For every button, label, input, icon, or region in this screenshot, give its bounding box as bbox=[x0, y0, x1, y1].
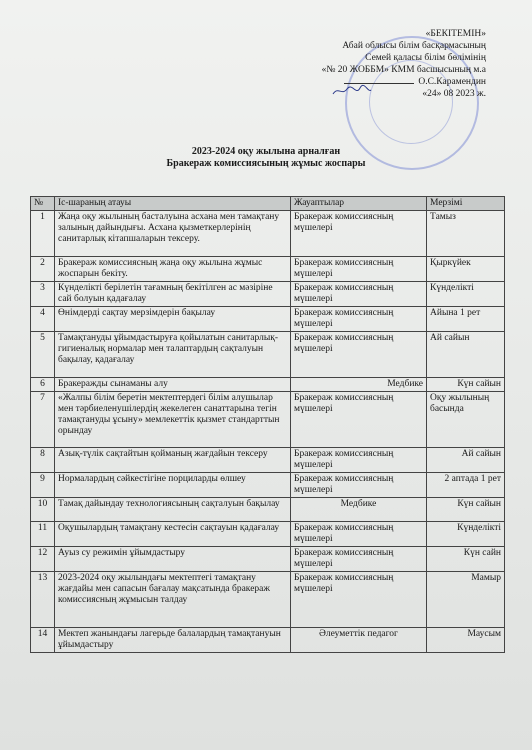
table-row bbox=[31, 473, 505, 498]
row-responsible: Бракераж комиссиясның мүшелері bbox=[291, 282, 427, 307]
row-deadline: Күн сайн bbox=[427, 547, 505, 572]
row-activity: Ауыз су режимін ұйымдастыру bbox=[55, 547, 291, 572]
row-number: 7 bbox=[31, 392, 55, 448]
row-number: 9 bbox=[31, 473, 55, 498]
row-number: 11 bbox=[31, 522, 55, 547]
row-responsible: Бракераж комиссиясның мүшелері bbox=[291, 211, 427, 257]
table-row bbox=[31, 257, 505, 282]
row-responsible: Медбике bbox=[291, 378, 427, 392]
row-number: 2 bbox=[31, 257, 55, 282]
row-deadline: Айына 1 рет bbox=[427, 307, 505, 332]
row-deadline: Мамыр bbox=[427, 572, 505, 628]
row-responsible: Медбике bbox=[291, 498, 427, 522]
plan-table bbox=[30, 196, 505, 653]
row-activity: Оқушылардың тамақтану кестесін сақтауын қадағалау bbox=[55, 522, 291, 547]
signatory-name: О.С.Карамендин bbox=[418, 77, 486, 87]
row-deadline: Тамыз bbox=[427, 211, 505, 257]
header-responsible: Жауаптылар bbox=[291, 197, 427, 211]
signature-line bbox=[344, 83, 414, 84]
approval-city-department: Семей қаласы білім бөлімінің bbox=[365, 53, 486, 63]
table-row bbox=[31, 522, 505, 547]
table-row bbox=[31, 211, 505, 257]
approval-signatory bbox=[256, 76, 486, 88]
row-number: 5 bbox=[31, 332, 55, 378]
row-number: 1 bbox=[31, 211, 55, 257]
row-responsible: Бракераж комиссиясның мүшелері bbox=[291, 547, 427, 572]
row-responsible: Бракераж комиссиясның мүшелері bbox=[291, 332, 427, 378]
header-activity: Іс-шараның атауы bbox=[55, 197, 291, 211]
row-deadline: Қыркүйек bbox=[427, 257, 505, 282]
row-activity: Тамақ дайындау технологиясының сақталуын бақылау bbox=[55, 498, 291, 522]
row-deadline: Ай сайын bbox=[427, 448, 505, 473]
row-responsible: Әлеуметтік педагог bbox=[291, 628, 427, 653]
row-number: 4 bbox=[31, 307, 55, 332]
document-title bbox=[0, 146, 532, 170]
row-deadline: Күнделікті bbox=[427, 282, 505, 307]
approval-school-head: «№ 20 ЖОББМ» КММ басшысының м.а bbox=[321, 65, 486, 75]
title-line-2: Бракераж комиссиясының жұмыс жоспары bbox=[166, 158, 366, 169]
approval-heading: «БЕКІТЕМІН» bbox=[425, 29, 486, 39]
row-activity: 2023-2024 оқу жылындағы мектептегі тамақтану жағдайы мен сапасын бағалау мақсатында бракераж комиссиясның жұмысын талдау bbox=[55, 572, 291, 628]
table-row bbox=[31, 572, 505, 628]
row-responsible: Бракераж комиссиясның мүшелері bbox=[291, 522, 427, 547]
row-responsible: Бракераж комиссиясның мүшелері bbox=[291, 257, 427, 282]
row-activity: Бракеражды сынаманы алу bbox=[55, 378, 291, 392]
row-deadline: Күн сайын bbox=[427, 498, 505, 522]
table-row bbox=[31, 498, 505, 522]
row-responsible: Бракераж комиссиясның мүшелері bbox=[291, 572, 427, 628]
header-deadline: Мерзімі bbox=[427, 197, 505, 211]
row-deadline: Оқу жылының басында bbox=[427, 392, 505, 448]
row-number: 6 bbox=[31, 378, 55, 392]
table-row bbox=[31, 448, 505, 473]
table-row bbox=[31, 378, 505, 392]
row-activity: Бракераж комиссиясның жаңа оқу жылына жұмыс жоспарын бекіту. bbox=[55, 257, 291, 282]
row-responsible: Бракераж комиссиясның мүшелері bbox=[291, 392, 427, 448]
row-activity: Тамақтануды ұйымдастыруға қойылатын санитарлық-гигиеналық нормалар мен талаптардың сақталуын бақылау, қадағалау bbox=[55, 332, 291, 378]
row-deadline: Ай сайын bbox=[427, 332, 505, 378]
row-deadline: 2 аптада 1 рет bbox=[427, 473, 505, 498]
table-row bbox=[31, 392, 505, 448]
row-deadline: Күнделікті bbox=[427, 522, 505, 547]
table-row bbox=[31, 628, 505, 653]
row-activity: Өнімдерді сақтау мерзімдерін бақылау bbox=[55, 307, 291, 332]
table-row bbox=[31, 332, 505, 378]
approval-department: Абай облысы білім басқармасының bbox=[342, 41, 486, 51]
approval-date: «24» 08 2023 ж. bbox=[422, 89, 486, 99]
table-header-row bbox=[31, 197, 505, 211]
row-number: 3 bbox=[31, 282, 55, 307]
row-responsible: Бракераж комиссиясның мүшелері bbox=[291, 448, 427, 473]
row-activity: Мектеп жанындағы лагерьде балалардың тамақтануын ұйымдастыру bbox=[55, 628, 291, 653]
row-deadline: Күн сайын bbox=[427, 378, 505, 392]
row-number: 13 bbox=[31, 572, 55, 628]
row-deadline: Маусым bbox=[427, 628, 505, 653]
row-number: 8 bbox=[31, 448, 55, 473]
row-activity: Азық-түлік сақтайтын қойманың жағдайын тексеру bbox=[55, 448, 291, 473]
row-responsible: Бракераж комиссиясның мүшелері bbox=[291, 307, 427, 332]
title-line-1: 2023-2024 оқу жылына арналған bbox=[191, 146, 341, 157]
row-responsible: Бракераж комиссиясның мүшелері bbox=[291, 473, 427, 498]
approval-block bbox=[256, 28, 486, 100]
row-number: 10 bbox=[31, 498, 55, 522]
table-row bbox=[31, 282, 505, 307]
row-activity: Жаңа оқу жылының басталуына асхана мен тамақтану залының дайындығы. Асхана қызметкерлерінің санитарлық кітапшаларын тексеру. bbox=[55, 211, 291, 257]
row-activity: Нормалардың сәйкестігіне порциларды өлшеу bbox=[55, 473, 291, 498]
row-activity: «Жалпы білім беретін мектептердегі білім алушылар мен тәрбиеленушілердің жекелеген санаттарына тегін тамақтануды ұсыну» мемлекеттік қызмет стандарттын орындау bbox=[55, 392, 291, 448]
table-row bbox=[31, 547, 505, 572]
row-number: 14 bbox=[31, 628, 55, 653]
row-number: 12 bbox=[31, 547, 55, 572]
header-number: № bbox=[31, 197, 55, 211]
table-row bbox=[31, 307, 505, 332]
row-activity: Күнделікті берілетін тағамның бекітілген ас мәзіріне сай болуын қадағалау bbox=[55, 282, 291, 307]
